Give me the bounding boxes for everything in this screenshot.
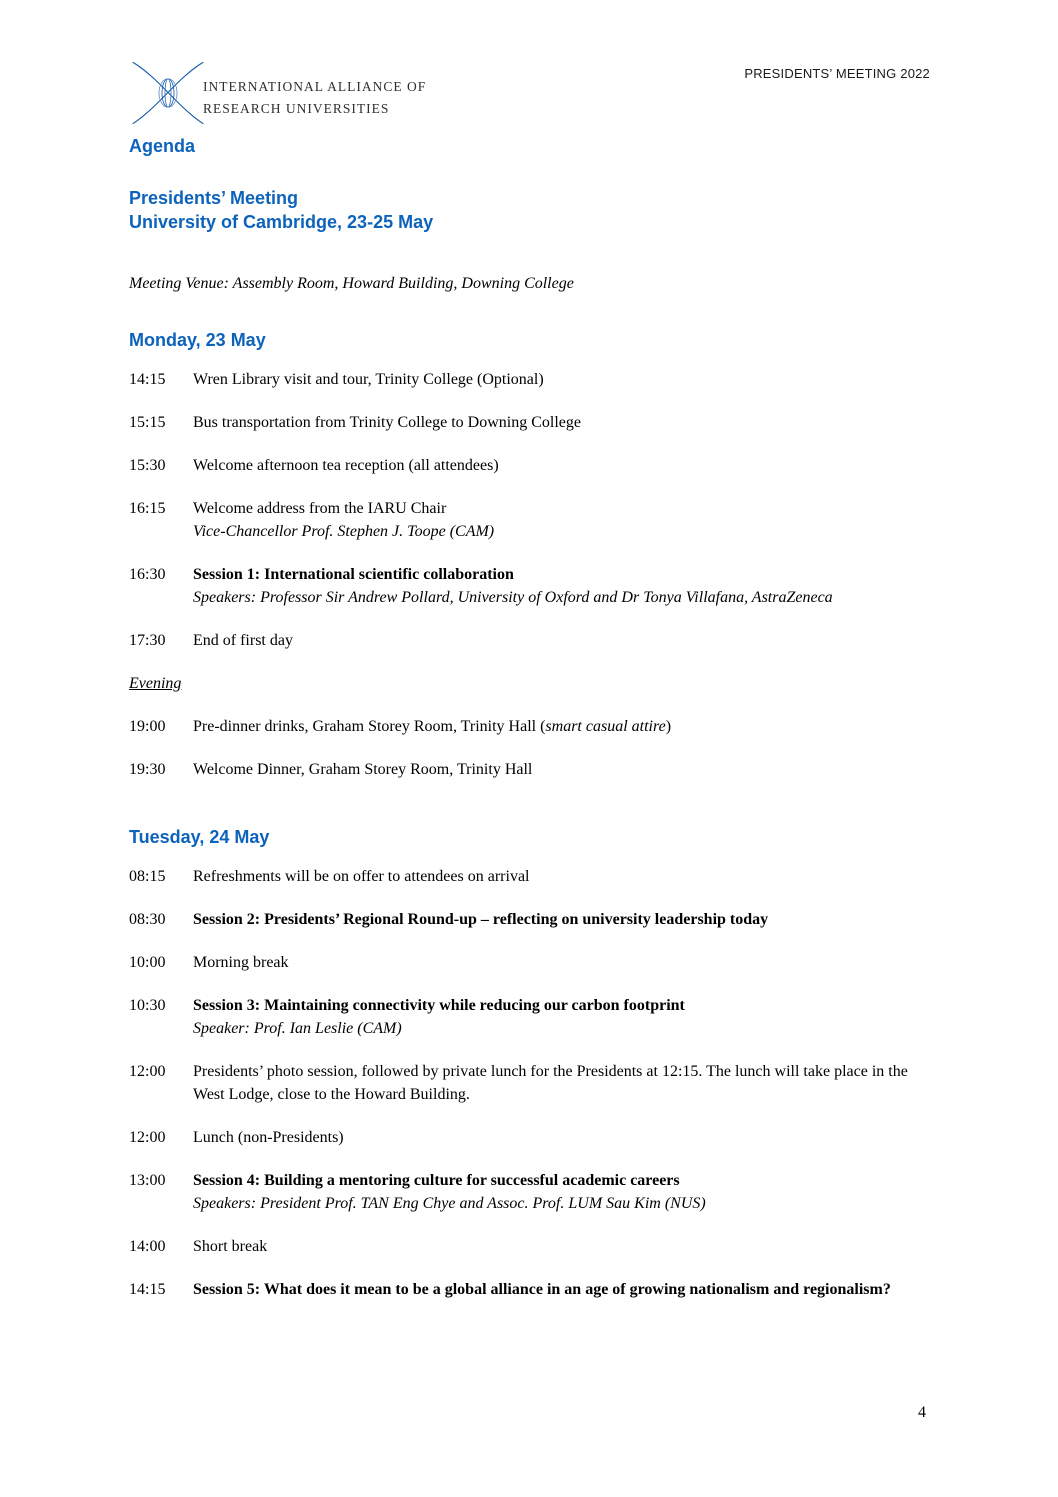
agenda-item: [129, 368, 915, 391]
agenda-item: [129, 908, 915, 931]
item-text: [193, 908, 909, 931]
day-block: [129, 825, 915, 1301]
item-text: [193, 454, 909, 477]
item-text-segment: Session 3: Maintaining connectivity while reducing our carbon footprint: [193, 997, 685, 1014]
item-time: 15:30: [129, 457, 166, 474]
agenda-days: [129, 328, 915, 1301]
item-text-line: [193, 1278, 909, 1301]
agenda-item: [129, 454, 915, 477]
agenda-item: [129, 563, 915, 609]
item-text-line: [193, 865, 909, 888]
item-time: 19:00: [129, 718, 166, 735]
day-items: [129, 368, 915, 781]
item-time: 10:00: [129, 954, 166, 971]
document-title-line2: University of Cambridge, 23-25 May: [129, 212, 434, 232]
agenda-item: [129, 1169, 915, 1215]
agenda-item: [129, 1126, 915, 1149]
agenda-item: [129, 629, 915, 652]
agenda-item: [129, 951, 915, 974]
item-text-segment: Wren Library visit and tour, Trinity College (Optional): [193, 371, 544, 388]
item-text-line: [193, 368, 909, 391]
item-time: 10:30: [129, 997, 166, 1014]
item-time: 08:15: [129, 868, 166, 885]
item-text-line: [193, 1017, 909, 1040]
day-items: [129, 865, 915, 1301]
item-text-segment: Presidents’ photo session, followed by private lunch for the Presidents at 12:15. The lunch will take place in the West Lodge, close to the Howard Building.: [193, 1063, 908, 1103]
agenda-item: [129, 411, 915, 434]
item-text: [193, 1126, 909, 1149]
day-block: [129, 328, 915, 781]
item-text-segment: Speakers: Professor Sir Andrew Pollard, University of Oxford and Dr Tonya Villafana, AstraZeneca: [193, 589, 833, 606]
item-text-line: [193, 758, 909, 781]
day-heading: Tuesday, 24 May: [129, 827, 270, 847]
meeting-venue: Meeting Venue: Assembly Room, Howard Building, Downing College: [129, 275, 574, 292]
item-text-segment: Lunch (non-Presidents): [193, 1129, 344, 1146]
agenda-item: [129, 758, 915, 781]
item-time: 15:15: [129, 414, 166, 431]
item-text-line: [193, 1169, 909, 1192]
document-header-label: PRESIDENTS’ MEETING 2022: [744, 66, 930, 81]
agenda-item: [129, 1060, 915, 1106]
item-text-line: [193, 411, 909, 434]
agenda-item: [129, 994, 915, 1040]
org-name: [203, 76, 426, 120]
item-text-line: [193, 586, 909, 609]
item-text-line: [193, 563, 909, 586]
item-text: [193, 1060, 909, 1106]
item-time: 08:30: [129, 911, 166, 928]
item-text-line: [193, 497, 909, 520]
item-text: [193, 1169, 909, 1215]
item-text-segment: Welcome afternoon tea reception (all attendees): [193, 457, 499, 474]
iaru-logo-icon: [130, 60, 206, 131]
item-text-segment: Speakers: President Prof. TAN Eng Chye and Assoc. Prof. LUM Sau Kim (NUS): [193, 1195, 706, 1212]
item-text-segment: Speaker: Prof. Ian Leslie (CAM): [193, 1020, 402, 1037]
item-text-line: [193, 454, 909, 477]
item-text-line: [193, 1060, 909, 1106]
item-text-segment: smart casual attire: [545, 718, 666, 735]
agenda-item: [129, 865, 915, 888]
item-time: 14:15: [129, 1281, 166, 1298]
org-name-line1: INTERNATIONAL ALLIANCE OF: [203, 79, 427, 94]
item-text-segment: Welcome address from the IARU Chair: [193, 500, 447, 517]
item-text-segment: End of first day: [193, 632, 293, 649]
item-text-segment: Session 5: What does it mean to be a global alliance in an age of growing nationalism and regionalism?: [193, 1281, 891, 1298]
item-text-segment: Bus transportation from Trinity College to Downing College: [193, 414, 581, 431]
item-time: 17:30: [129, 632, 166, 649]
agenda-item: [129, 497, 915, 543]
item-text-segment: Vice-Chancellor Prof. Stephen J. Toope (CAM): [193, 523, 495, 540]
item-time: 12:00: [129, 1063, 166, 1080]
item-time: 19:30: [129, 761, 166, 778]
item-time: 12:00: [129, 1129, 166, 1146]
item-time: 16:30: [129, 566, 166, 583]
item-text-line: [193, 520, 909, 543]
item-text-segment: Session 2: Presidents’ Regional Round-up – reflecting on university leadership today: [193, 911, 769, 928]
item-time: 14:15: [129, 371, 166, 388]
item-text-line: [193, 1192, 909, 1215]
item-text-line: [193, 951, 909, 974]
item-time: 16:15: [129, 500, 166, 517]
item-text: [193, 994, 909, 1040]
page-title: Agenda: [129, 136, 196, 156]
page-number: 4: [918, 1404, 926, 1421]
day-heading: Monday, 23 May: [129, 330, 266, 350]
item-text-line: [193, 629, 909, 652]
item-text: [193, 497, 909, 543]
item-text-line: [193, 715, 909, 738]
item-text-line: [193, 994, 909, 1017]
item-text: [193, 368, 909, 391]
item-text: [193, 715, 909, 738]
document-title: [129, 186, 915, 234]
item-text: [193, 758, 909, 781]
item-text: [193, 629, 909, 652]
main-content: [129, 186, 915, 1321]
org-name-line2: RESEARCH UNIVERSITIES: [203, 101, 390, 116]
item-text-segment: Morning break: [193, 954, 289, 971]
item-text-segment: Welcome Dinner, Graham Storey Room, Trinity Hall: [193, 761, 533, 778]
agenda-item: [129, 1278, 915, 1301]
item-text-segment: Short break: [193, 1238, 268, 1255]
item-text-segment: Pre-dinner drinks, Graham Storey Room, Trinity Hall (: [193, 718, 546, 735]
item-text: [193, 951, 909, 974]
item-text-segment: Session 1: International scientific collaboration: [193, 566, 514, 583]
item-text-segment: Refreshments will be on offer to attendees on arrival: [193, 868, 530, 885]
agenda-item: [129, 1235, 915, 1258]
item-text-line: [193, 1126, 909, 1149]
document-title-line1: Presidents’ Meeting: [129, 188, 299, 208]
item-text-line: [193, 1235, 909, 1258]
item-text-segment: ): [665, 718, 672, 735]
agenda-subheading: Evening: [129, 675, 182, 692]
item-text: [193, 411, 909, 434]
item-text: [193, 563, 909, 609]
item-text: [193, 1235, 909, 1258]
item-text-line: [193, 908, 909, 931]
item-text: [193, 1278, 909, 1301]
agenda-item: [129, 715, 915, 738]
item-text-segment: Session 4: Building a mentoring culture for successful academic careers: [193, 1172, 680, 1189]
item-text: [193, 865, 909, 888]
item-time: 13:00: [129, 1172, 166, 1189]
item-time: 14:00: [129, 1238, 166, 1255]
